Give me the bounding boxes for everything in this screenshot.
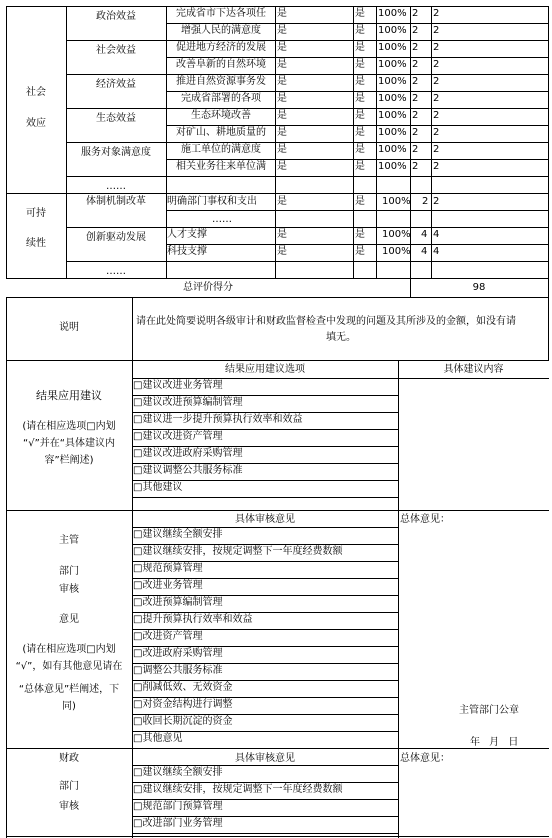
current-value: 是: [277, 110, 287, 121]
explain-text-line1: 请在此处简要说明各级审计和财政监督检查中发现的问题及其所涉及的金额，如没有请: [136, 316, 516, 327]
current-value: 是: [277, 59, 287, 70]
dept-note-line1: (请在相应选项□内划: [22, 644, 116, 655]
result-detail-header: 具体建议内容: [443, 364, 504, 375]
checkbox-option[interactable]: □建议改进预算编制管理: [133, 397, 243, 408]
checkbox-option[interactable]: □建议继续全额安排: [133, 767, 223, 778]
score-value: 2: [433, 161, 440, 172]
finance-overall-label: 总体意见：: [400, 753, 450, 764]
score-value: 2: [433, 8, 440, 19]
grid-line-h: [166, 40, 549, 41]
checkbox-option[interactable]: □削减低效、无效资金: [133, 682, 233, 693]
tertiary-indicator: 完成省市下达各项任: [176, 8, 266, 19]
ellipsis-2: ……: [212, 214, 232, 225]
grid-line-h: [132, 544, 399, 545]
grid-line-h: [166, 57, 549, 58]
checkbox-option[interactable]: □规范部门预算管理: [133, 801, 223, 812]
grid-line-h: [132, 429, 399, 430]
grid-line-h: [166, 91, 549, 92]
target-value: 是: [355, 76, 365, 87]
checkbox-option[interactable]: □收回长期沉淀的资金: [133, 716, 233, 727]
checkbox-option[interactable]: □改进政府采购管理: [133, 648, 223, 659]
secondary-indicator: 社会效益: [96, 45, 136, 56]
target-value: 是: [355, 246, 365, 257]
tertiary-indicator: 改善阜新的自然环境: [176, 59, 266, 70]
checkbox-option[interactable]: □改进资产管理: [133, 631, 203, 642]
weight-value: 2: [412, 42, 419, 53]
current-value: 是: [277, 42, 287, 53]
grid-line-h: [166, 74, 549, 75]
finance-opinion-header: 具体审核意见: [235, 753, 295, 764]
grid-line-h: [66, 74, 167, 75]
grid-line-h: [132, 765, 399, 766]
grid-line-v: [398, 360, 399, 838]
weight-value: 2: [412, 76, 419, 87]
current-value: 是: [277, 8, 287, 19]
completion-pct: 100%: [378, 25, 407, 36]
primary-indicator-social-line2: 效应: [26, 118, 46, 129]
grid-line-h: [6, 193, 549, 194]
grid-line-h: [166, 159, 549, 160]
primary-indicator-sustain-line1: 可持: [26, 208, 46, 219]
tertiary-indicator: 完成省部署的各项: [181, 93, 261, 104]
grid-line-h: [132, 497, 399, 498]
current-value: 是: [277, 161, 287, 172]
grid-line-h: [132, 680, 399, 681]
weight-value: 2: [422, 196, 429, 207]
weight-value: 2: [412, 110, 419, 121]
weight-value: 2: [412, 25, 419, 36]
dept-label-line1: 主管: [59, 535, 79, 546]
checkbox-option[interactable]: □调整公共服务标准: [133, 665, 223, 676]
grid-line-h: [166, 176, 549, 177]
ellipsis-3: ……: [106, 266, 126, 277]
grid-line-v: [353, 6, 354, 279]
grid-line-h: [66, 176, 167, 177]
tertiary-indicator: 推进自然资源事务发: [176, 76, 266, 87]
dept-stamp-label: 主管部门公章: [459, 705, 519, 716]
current-value: 是: [277, 76, 287, 87]
grid-line-h: [166, 210, 549, 211]
grid-line-h: [132, 480, 399, 481]
grid-line-h: [132, 463, 399, 464]
grid-line-h: [132, 731, 399, 732]
checkbox-option[interactable]: □规范预算管理: [133, 563, 203, 574]
grid-line-h: [66, 227, 167, 228]
tertiary-indicator: 对矿山、耕地质量的: [176, 127, 266, 138]
result-note-line2: “√”并在“具体建议内: [23, 438, 115, 449]
current-value: 是: [277, 93, 287, 104]
dept-date-label: 年 月 日: [470, 737, 519, 748]
tertiary-indicator: 明确部门事权和支出: [167, 196, 257, 207]
checkbox-option[interactable]: □其他建议: [133, 482, 183, 493]
current-value: 是: [277, 25, 287, 36]
checkbox-option[interactable]: □改进部门业务管理: [133, 818, 223, 829]
secondary-indicator: 体制机制改革: [86, 196, 146, 207]
dept-note-line3: “总体意见”栏阐述，下: [18, 684, 120, 695]
checkbox-option[interactable]: □提升预算执行效率和效益: [133, 614, 253, 625]
target-value: 是: [355, 59, 365, 70]
result-note-line1: (请在相应选项□内划: [22, 421, 116, 432]
finance-label-line2: 部门: [59, 781, 79, 792]
completion-pct: 100%: [378, 42, 407, 53]
tertiary-indicator: 人才支撑: [167, 229, 207, 240]
completion-pct: 100%: [378, 161, 407, 172]
grid-line-h: [6, 6, 549, 7]
score-value: 2: [433, 110, 440, 121]
completion-pct: 100%: [382, 246, 411, 257]
tertiary-indicator: 生态环境改善: [191, 110, 251, 121]
grid-line-h: [166, 261, 549, 262]
score-value: 2: [433, 76, 440, 87]
grid-line-h: [6, 278, 549, 279]
dept-label-line3: 审核: [59, 584, 79, 595]
grid-line-h: [132, 697, 399, 698]
grid-line-h: [132, 629, 399, 630]
weight-value: 4: [421, 246, 428, 257]
grid-line-h: [132, 612, 399, 613]
secondary-indicator: 政治效益: [96, 11, 136, 22]
checkbox-option[interactable]: □建议调整公共服务标准: [133, 465, 243, 476]
target-value: 是: [355, 229, 365, 240]
grid-line-h: [132, 412, 399, 413]
current-value: 是: [277, 246, 287, 257]
secondary-indicator: 服务对象满意度: [81, 147, 151, 158]
grid-line-h: [132, 799, 399, 800]
tertiary-indicator: 科技支撑: [167, 246, 207, 257]
completion-pct: 100%: [382, 229, 411, 240]
grid-line-h: [132, 378, 399, 379]
weight-value: 2: [412, 144, 419, 155]
current-value: 是: [277, 196, 287, 207]
grid-line-h: [132, 578, 399, 579]
target-value: 是: [355, 93, 365, 104]
grid-line-h: [132, 782, 399, 783]
checkbox-option[interactable]: □建议进一步提升预算执行效率和效益: [133, 414, 303, 425]
grid-line-h: [166, 125, 549, 126]
secondary-indicator: 经济效益: [96, 79, 136, 90]
weight-value: 2: [412, 161, 419, 172]
checkbox-option[interactable]: □改进业务管理: [133, 580, 203, 591]
dept-label-line4: 意见: [59, 614, 79, 625]
score-value: 2: [433, 127, 440, 138]
dept-note-line2: “√”，如有其他意见请在: [15, 661, 123, 672]
score-value: 2: [433, 144, 440, 155]
grid-line-h: [132, 714, 399, 715]
score-value: 4: [433, 229, 440, 240]
checkbox-option[interactable]: □建议改进资产管理: [133, 431, 223, 442]
result-label: 结果应用建议: [36, 389, 102, 402]
grid-line-h: [6, 297, 549, 298]
dept-label-line2: 部门: [59, 566, 79, 577]
target-value: 是: [355, 161, 365, 172]
target-value: 是: [355, 110, 365, 121]
score-value: 2: [433, 196, 440, 207]
tertiary-indicator: 增强人民的满意度: [181, 25, 261, 36]
result-options-header: 结果应用建议选项: [225, 364, 305, 375]
grid-line-h: [398, 378, 549, 379]
weight-value: 4: [421, 229, 428, 240]
weight-value: 2: [412, 8, 419, 19]
target-value: 是: [355, 42, 365, 53]
grid-line-h: [6, 510, 549, 511]
completion-pct: 100%: [378, 76, 407, 87]
grid-line-h: [132, 395, 399, 396]
target-value: 是: [355, 127, 365, 138]
result-note-line3: 容”栏阐述): [44, 455, 94, 466]
grid-line-h: [166, 227, 549, 228]
completion-pct: 100%: [378, 8, 407, 19]
grid-line-v: [548, 6, 549, 361]
grid-line-h: [132, 748, 399, 749]
dept-note-line4: 同): [62, 701, 76, 712]
completion-pct: 100%: [378, 93, 407, 104]
grid-line-h: [132, 663, 399, 664]
total-score-value: 98: [472, 282, 486, 293]
checkbox-option[interactable]: □建议改进业务管理: [133, 380, 223, 391]
total-score-label: 总评价得分: [183, 282, 233, 293]
grid-line-h: [132, 595, 399, 596]
primary-indicator-sustain-line2: 续性: [26, 238, 46, 249]
grid-line-h: [132, 446, 399, 447]
grid-line-h: [66, 108, 167, 109]
explain-text-line2: 填无。: [326, 332, 356, 343]
score-value: 2: [433, 25, 440, 36]
checkbox-option[interactable]: □对资金结构进行调整: [133, 699, 233, 710]
grid-line-h: [166, 108, 549, 109]
ellipsis-1: ……: [106, 181, 126, 192]
target-value: 是: [355, 25, 365, 36]
grid-line-h: [132, 561, 399, 562]
grid-line-v: [376, 6, 377, 279]
current-value: 是: [277, 127, 287, 138]
weight-value: 2: [412, 93, 419, 104]
checkbox-option[interactable]: □建议继续安排，按规定调整下一年度经费数额: [133, 784, 343, 795]
explain-label: 说明: [59, 322, 79, 333]
completion-pct: 100%: [378, 144, 407, 155]
grid-line-h: [132, 816, 399, 817]
checkbox-option[interactable]: □建议继续安排，按规定调整下一年度经费数额: [133, 546, 343, 557]
dept-opinion-header: 具体审核意见: [235, 514, 295, 525]
checkbox-option[interactable]: □其他意见: [133, 733, 183, 744]
current-value: 是: [277, 144, 287, 155]
grid-line-h: [166, 23, 549, 24]
tertiary-indicator: 相关业务往来单位满: [176, 161, 266, 172]
score-value: 2: [433, 42, 440, 53]
target-value: 是: [355, 144, 365, 155]
grid-line-h: [166, 244, 549, 245]
grid-line-v: [275, 6, 276, 279]
checkbox-option[interactable]: □改进预算编制管理: [133, 597, 223, 608]
grid-line-h: [132, 527, 399, 528]
grid-line-h: [6, 360, 549, 361]
completion-pct: 100%: [378, 127, 407, 138]
grid-line-v: [431, 6, 432, 279]
target-value: 是: [355, 196, 365, 207]
primary-indicator-social-line1: 社会: [26, 87, 46, 98]
checkbox-option[interactable]: □建议改进政府采购管理: [133, 448, 243, 459]
completion-pct: 100%: [382, 196, 411, 207]
target-value: 是: [355, 8, 365, 19]
tertiary-indicator: 施工单位的满意度: [181, 144, 261, 155]
score-value: 4: [433, 246, 440, 257]
checkbox-option[interactable]: □建议继续全额安排: [133, 529, 223, 540]
tertiary-indicator: 促进地方经济的发展: [176, 42, 266, 53]
grid-line-h: [66, 142, 167, 143]
secondary-indicator: 生态效益: [96, 113, 136, 124]
completion-pct: 100%: [378, 59, 407, 70]
secondary-indicator: 创新驱动发展: [86, 232, 146, 243]
finance-label-line1: 财政: [59, 753, 79, 764]
grid-line-h: [132, 833, 399, 834]
grid-line-h: [66, 40, 167, 41]
weight-value: 2: [412, 59, 419, 70]
grid-line-h: [132, 646, 399, 647]
completion-pct: 100%: [378, 110, 407, 121]
weight-value: 2: [412, 127, 419, 138]
grid-line-h: [66, 261, 167, 262]
score-value: 2: [433, 59, 440, 70]
score-value: 2: [433, 93, 440, 104]
finance-label-line3: 审核: [59, 801, 79, 812]
grid-line-h: [166, 142, 549, 143]
dept-overall-label: 总体意见：: [400, 514, 450, 525]
current-value: 是: [277, 229, 287, 240]
